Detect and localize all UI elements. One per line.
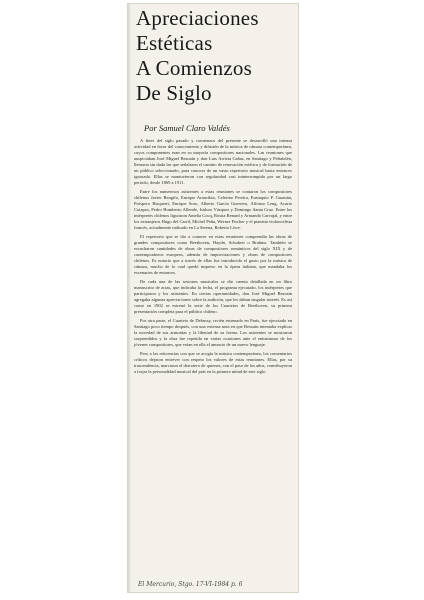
headline-line: Estéticas [136,31,213,55]
handwritten-source-note: El Mercurio, Stgo. 17-VI-1984 p. 6 [138,581,243,588]
paragraph: De cada una de las sesiones musicales se dio cuenta detallada en un libro manuscrito de actas, que indicaba la fecha, el programa ejecutado, los intérpretes que participaron y los asistentes. En ciertas oportunidades, don José Miguel Besoaín agregaba algunas apreciaciones sobre la audición, que les daban singular interés. Es así como en 1902 se estrenó la serie de los Cuartetos de Beethoven, su primera presentación completa para el público chileno. [134,279,292,314]
newspaper-clipping [128,4,298,592]
headline-line: A Comienzos [136,56,252,80]
article-body [134,138,292,378]
paragraph: El repertorio que se dio a conocer en estas reuniones comprendía las obras de grandes compositores como Beethoven, Haydn, Schubert o Brahms. También se escucharon cantidades de obras de compositores románticos del siglo XIX y de contemporáneos europeos, además de improvisaciones y obras de compositores chilenos. Es notorio que a través de ellas fue introducido el gusto por la música de cámara, mucho de lo cual quedó impreso en la ópera italiana, que mandaba los escenarios de entonces. [134,234,292,275]
paragraph: Entre los numerosos asistentes a estas reuniones se contaron los compositores chilenos Javier Rengifo, Enrique Arancibia, Celerino Pereira, Eustaquio P. Guzmán, Próspero Bisquertt, Enrique Soro, Alberto García Guerrero, Alfonso Leng, Acario Cotapos, Pedro Humberto Allende, Isidoro Vázquez y Domingo Santa Cruz. Entre los intérpretes chilenos figuraron Amelia Cocq, Rosita Renard y Armando Carvajal, y entre los extranjeros Hugo del Carril, Michel Peña, Werner Fischer y el pianista violoncelista francés, actualmente radicado en La Serena, Roberto Lívre. [134,189,292,230]
headline [136,6,296,106]
headline-line: Apreciaciones [136,6,259,30]
headline-line: De Siglo [136,81,212,105]
byline: Por Samuel Claro Valdés [144,123,230,133]
paragraph: Por otra parte, el Cuarteto de Debussy, recién estrenado en París, fue ejecutado en Santiago poco tiempo después, con una extensa nota en que Besoaín intentaba explicar la novedad de sus armonías y la libertad de su forma. Los asistentes se mostraron sorprendidos y la obra fue repetida en varias ocasiones ante el entusiasmo de los jóvenes compositores, que veían en ella el anuncio de un nuevo lenguaje. [134,318,292,347]
paragraph: A fines del siglo pasado y comienzos del presente se desarrolló una intensa actividad en favor del conocimiento y difusión de la música de cámara contemporánea, cuyos componentes eran en su mayoría compositores nacionales. Las reuniones que auspiciaban José Miguel Besoaín y don Luis Arrieta Cañas, en Santiago y Peñalolén, llenaron sin duda las que señalaron el camino de renovación estética y de formación de un público seleccionado, para conocer de un vasto repertorio musical hasta entonces ignorado. Ellas se mantuvieron con regularidad casi ininterrumpida por un largo período, desde 1869 a 1911. [134,138,292,185]
paragraph: Pero a las reticencias con que se acogía la música contemporánea, los comentarios críticos dejaron entrever con respeto los valores de estas reuniones. Ellas, por su trascendencia, marcaron el derrotero de quienes, con el paso de los años, contribuyeron a forjar la personalidad musical del país en la primera mitad de este siglo. [134,351,292,374]
clipping-edge-shadow [128,4,131,592]
